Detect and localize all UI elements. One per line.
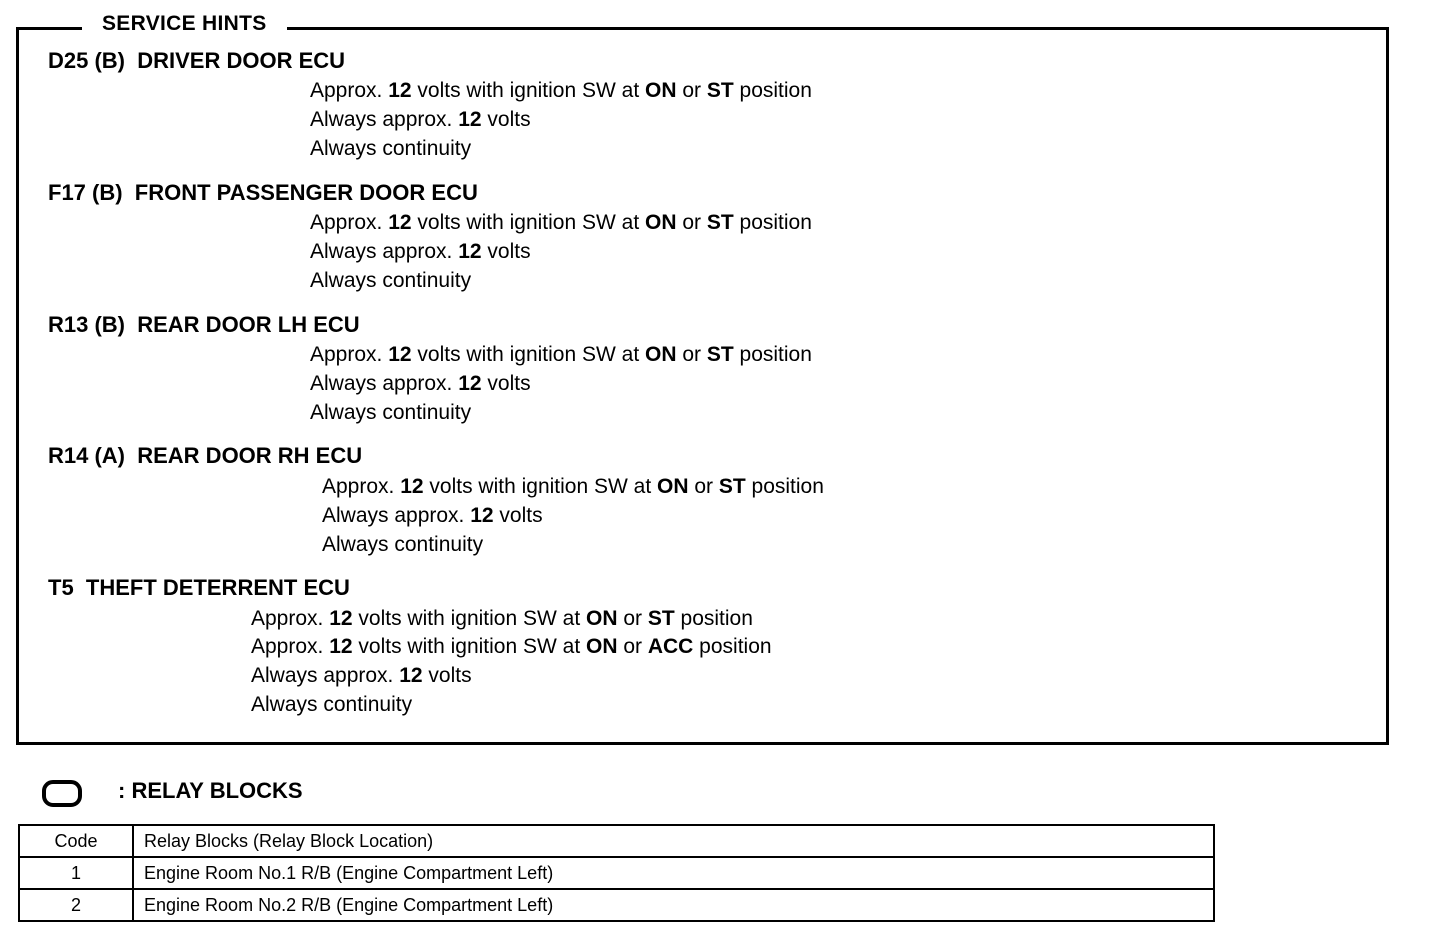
hint-line (0, 269, 472, 298)
relay-blocks-table (18, 824, 1215, 922)
hint-line (0, 693, 413, 722)
hint-line (0, 504, 543, 533)
cell-relay-block: Engine Room No.1 R/B (Engine Compartment Left) (133, 857, 1214, 889)
pin-description: Always approx. 12 volts (251, 664, 472, 687)
table-header-row (19, 825, 1214, 857)
hint-line (0, 79, 812, 108)
pin-description: Approx. 12 volts with ignition SW at ON or ST position (322, 475, 824, 498)
hint-line (0, 475, 824, 504)
pin-description: Always approx. 12 volts (310, 108, 531, 131)
relay-blocks-legend: : RELAY BLOCKS (118, 778, 303, 803)
hint-line (0, 137, 472, 166)
cell-code: 2 (19, 889, 133, 921)
pin-description: Always continuity (310, 269, 472, 292)
column-header-code: Code (19, 825, 133, 857)
pin-description: Approx. 12 volts with ignition SW at ON or ST position (310, 343, 812, 366)
pin-description: Always approx. 12 volts (310, 240, 531, 263)
cell-relay-block: Engine Room No.2 R/B (Engine Compartment Left) (133, 889, 1214, 921)
hint-line (0, 240, 531, 269)
section-heading: T5 THEFT DETERRENT ECU (48, 575, 350, 600)
pin-description: Approx. 12 volts with ignition SW at ON or ST position (310, 79, 812, 102)
hint-line (0, 533, 484, 562)
pin-description: Always continuity (322, 533, 484, 556)
pin-description: Always continuity (310, 401, 472, 424)
pin-description: Always continuity (251, 693, 413, 716)
column-header-relay-blocks: Relay Blocks (Relay Block Location) (133, 825, 1214, 857)
table-row (19, 857, 1214, 889)
pin-description: Approx. 12 volts with ignition SW at ON or ST position (251, 607, 753, 630)
pin-description: Approx. 12 volts with ignition SW at ON or ACC position (251, 635, 772, 658)
section-heading: D25 (B) DRIVER DOOR ECU (48, 48, 346, 73)
section-heading: R14 (A) REAR DOOR RH ECU (48, 443, 363, 468)
section-heading: F17 (B) FRONT PASSENGER DOOR ECU (48, 180, 478, 205)
hint-line (0, 401, 472, 430)
hint-line (0, 635, 772, 664)
pin-description: Always continuity (310, 137, 472, 160)
service-hints-title: SERVICE HINTS (82, 12, 287, 36)
hint-line (0, 211, 812, 240)
section-heading: R13 (B) REAR DOOR LH ECU (48, 312, 360, 337)
hint-line (0, 108, 531, 137)
hint-line (0, 343, 812, 372)
pin-description: Approx. 12 volts with ignition SW at ON or ST position (310, 211, 812, 234)
pin-description: Always approx. 12 volts (322, 504, 543, 527)
hint-line (0, 664, 472, 693)
hint-line (0, 372, 531, 401)
table-row (19, 889, 1214, 921)
cell-code: 1 (19, 857, 133, 889)
hint-line (0, 607, 753, 636)
relay-block-icon (42, 780, 82, 807)
pin-description: Always approx. 12 volts (310, 372, 531, 395)
